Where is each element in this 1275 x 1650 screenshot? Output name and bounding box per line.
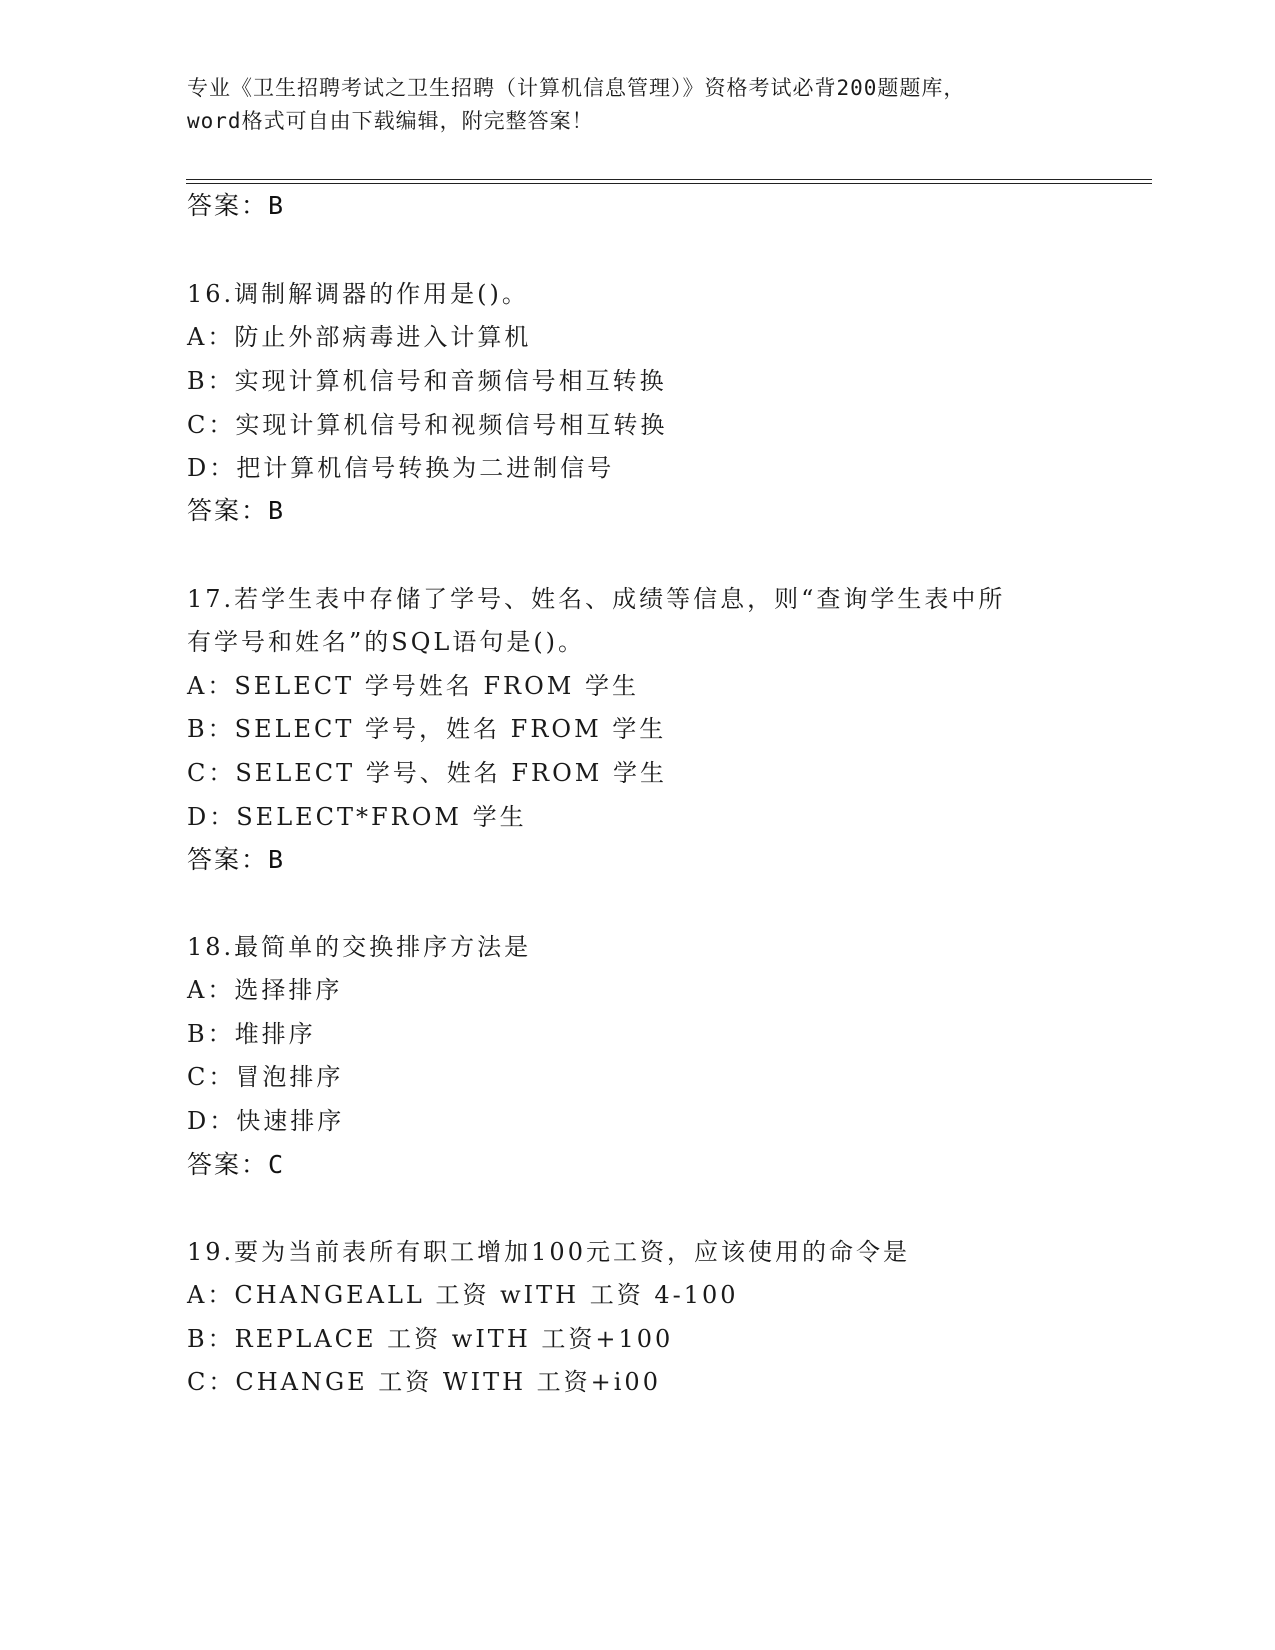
answer-label: 答案：	[187, 845, 269, 874]
question-18-stem: 18.最简单的交换排序方法是	[187, 933, 532, 961]
header-title-line-2: word格式可自由下载编辑，附完整答案！	[187, 109, 594, 133]
question-17-stem-line-2: 有学号和姓名”的SQL语句是()。	[187, 628, 586, 656]
question-19-option-a: A：CHANGEALL 工资 wITH 工资 4-100	[187, 1281, 739, 1309]
answer-line-prev	[187, 186, 285, 222]
answer-label: 答案：	[187, 496, 269, 525]
header-title-line-1: 专业《卫生招聘考试之卫生招聘（计算机信息管理）》资格考试必背200题题库，	[187, 76, 966, 100]
question-16-option-a: A：防止外部病毒进入计算机	[187, 323, 532, 351]
question-17-option-c: C：SELECT 学号、姓名 FROM 学生	[187, 759, 668, 787]
answer-value: B	[268, 496, 286, 525]
header-divider-bottom	[186, 183, 1152, 184]
question-17-answer	[187, 840, 285, 876]
question-18-option-d: D：快速排序	[187, 1107, 345, 1135]
question-16-option-c: C：实现计算机信号和视频信号相互转换	[187, 411, 668, 439]
question-18-option-c: C：冒泡排序	[187, 1063, 344, 1091]
answer-label: 答案：	[187, 1150, 269, 1179]
question-16-stem: 16.调制解调器的作用是()。	[187, 280, 529, 308]
question-19-stem: 19.要为当前表所有职工增加100元工资，应该使用的命令是	[187, 1238, 910, 1266]
question-17-stem-line-1: 17.若学生表中存储了学号、姓名、成绩等信息，则“查询学生表中所	[187, 585, 1006, 613]
answer-value: B	[268, 191, 286, 220]
document-header	[187, 72, 1087, 138]
question-17-option-d: D：SELECT*FROM 学生	[187, 803, 527, 831]
question-16-option-b: B：实现计算机信号和音频信号相互转换	[187, 367, 667, 395]
answer-value: B	[268, 845, 286, 874]
answer-label: 答案：	[187, 191, 269, 220]
question-16-option-d: D：把计算机信号转换为二进制信号	[187, 454, 615, 482]
question-17-option-b: B：SELECT 学号，姓名 FROM 学生	[187, 715, 667, 743]
header-divider-top	[186, 179, 1152, 180]
question-19-option-b: B：REPLACE 工资 wITH 工资+100	[187, 1325, 674, 1353]
question-19-option-c: C：CHANGE 工资 WITH 工资+i00	[187, 1368, 661, 1396]
question-18-option-a: A：选择排序	[187, 976, 343, 1004]
question-16-answer	[187, 491, 285, 527]
question-18-option-b: B：堆排序	[187, 1020, 316, 1048]
question-18-answer	[187, 1145, 285, 1181]
answer-value: C	[268, 1150, 286, 1179]
question-17-option-a: A：SELECT 学号姓名 FROM 学生	[187, 672, 639, 700]
